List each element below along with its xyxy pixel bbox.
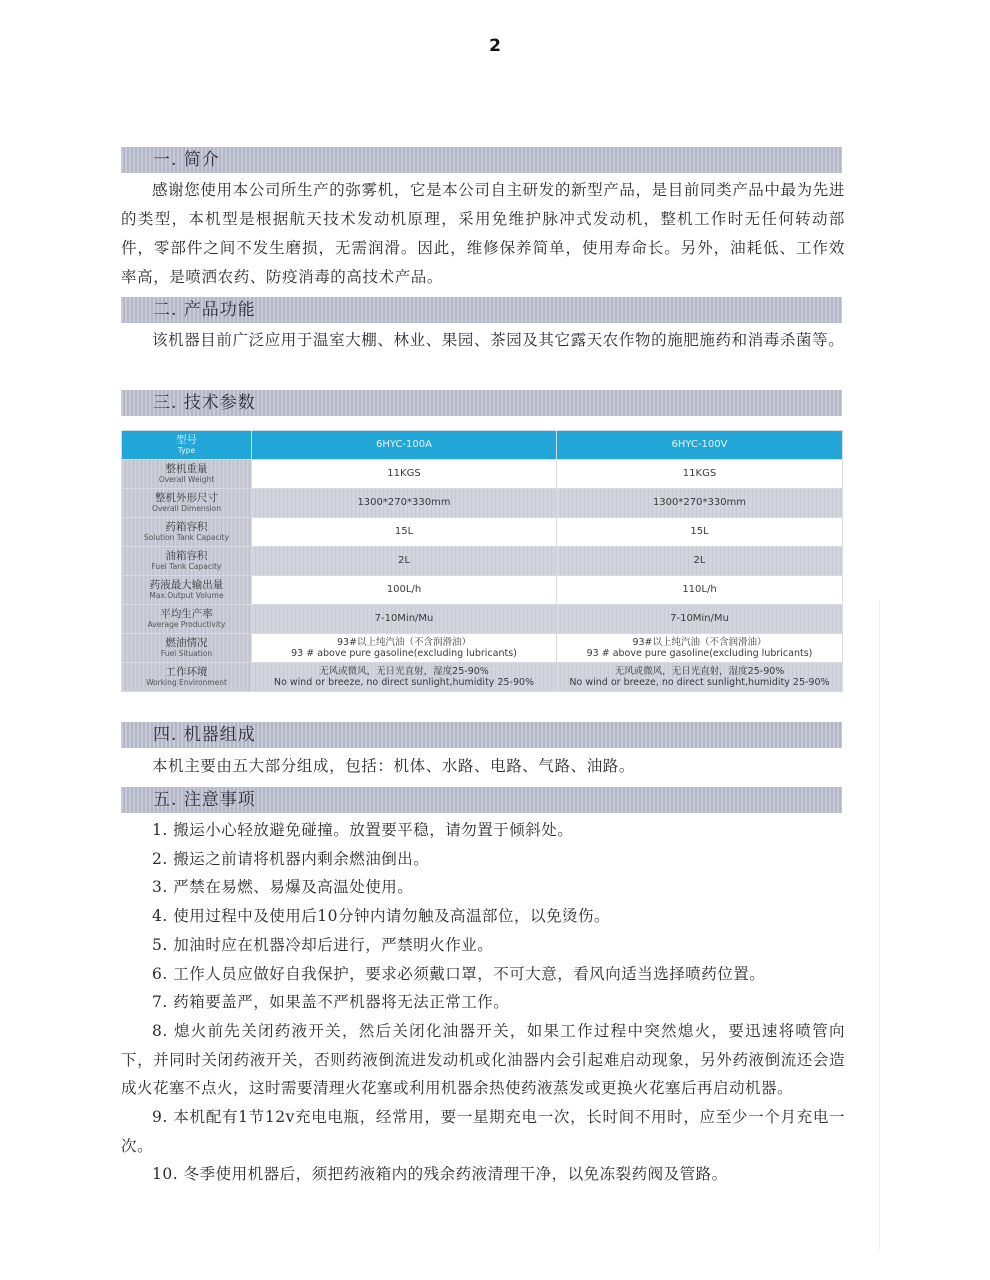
spec-label-zh: 型号: [176, 434, 197, 446]
spec-value-b: 1300*270*330mm: [557, 489, 843, 518]
spec-label-zh: 工作环境: [165, 666, 208, 678]
note-item: 2. 搬运之前请将机器内剩余燃油倒出。: [152, 849, 430, 868]
spec-value-b: [557, 634, 843, 663]
spec-label-zh: 整机外形尺寸: [155, 492, 218, 504]
spec-header-row: [122, 431, 843, 460]
spec-label: [122, 605, 252, 634]
spec-row-fuel: [122, 634, 843, 663]
spec-value-a-en: 93 # above pure gasoline(excluding lubricants): [291, 648, 517, 659]
spec-row-dimension: [122, 489, 843, 518]
spec-value-a: 7-10Min/Mu: [252, 605, 557, 634]
note-item: 7. 药箱要盖严，如果盖不严机器将无法正常工作。: [152, 993, 510, 1012]
note-item: 8. 熄火前先关闭药液开关，然后关闭化油器开关，如果工作过程中突然熄火，要迅速将喷管向下，并同时关闭药液开关，否则药液倒流进发动机或化油器内会引起难启动现象，另外药液倒流还会造成火花塞不点火，这时需要清理火花塞或利用机器余热使药液蒸发或更换火花塞后再启动机器。: [121, 1021, 845, 1098]
spec-label-zh: 油箱容积: [165, 550, 208, 562]
spec-value-b-en: 93 # above pure gasoline(excluding lubricants): [586, 648, 813, 659]
spec-value-a-zh: 无风或微风，无日光直射，湿度25-90%: [319, 666, 489, 677]
spec-value-b: 2L: [557, 547, 843, 576]
spec-row-productivity: [122, 605, 843, 634]
note-item: 6. 工作人员应做好自我保护，要求必须戴口罩，不可大意，看风向适当选择喷药位置。: [152, 964, 766, 983]
spec-row-fuel-tank: [122, 547, 843, 576]
spec-label-zh: 药液最大输出量: [149, 579, 224, 591]
spec-label-en: Max.Output Volume: [149, 591, 224, 600]
spec-table: [121, 430, 843, 692]
spec-model-a: 6HYC-100A: [252, 431, 557, 460]
section-heading-composition: 四. 机器组成: [121, 722, 842, 748]
spec-label: [122, 431, 252, 460]
spec-label-zh: 平均生产率: [160, 608, 213, 620]
spec-value-b-en: No wind or breeze, no direct sunlight,humidity 25-90%: [569, 677, 830, 688]
spec-label: [122, 460, 252, 489]
intro-paragraph: 感谢您使用本公司所生产的弥雾机，它是本公司自主研发的新型产品，是目前同类产品中最为先进的类型，本机型是根据航天技术发动机原理，采用免维护脉冲式发动机，整机工作时无任何转动部件，零部件之间不发生磨损，无需润滑。因此，维修保养简单，使用寿命长。另外，油耗低、工作效率高，是喷洒农药、防疫消毒的高技术产品。: [121, 181, 845, 286]
spec-value-b: 15L: [557, 518, 843, 547]
spec-label-en: Fuel Tank Capacity: [151, 562, 222, 571]
spec-row-weight: [122, 460, 843, 489]
section-heading-params: 三. 技术参数: [121, 390, 842, 416]
section-heading-notes: 五. 注意事项: [121, 787, 842, 813]
note-item: 10. 冬季使用机器后，须把药液箱内的残余药液清理干净，以免冻裂药阀及管路。: [152, 1165, 728, 1184]
spec-label: [122, 547, 252, 576]
spec-value-b: [557, 663, 843, 692]
spec-label-zh: 整机重量: [165, 463, 208, 475]
note-item: 1. 搬运小心轻放避免碰撞。放置要平稳，请勿置于倾斜处。: [152, 821, 574, 839]
spec-value-a: 15L: [252, 518, 557, 547]
spec-row-environment: [122, 663, 843, 692]
spec-label: [122, 663, 252, 692]
spec-value-a-en: No wind or breeze, no direct sunlight,humidity 25-90%: [273, 677, 535, 688]
spec-label: [122, 518, 252, 547]
spec-value-a: [252, 634, 557, 663]
spec-value-a: 100L/h: [252, 576, 557, 605]
spec-value-b-zh: 93#以上纯汽油（不含润滑油）: [632, 637, 767, 648]
spec-label-zh: 药箱容积: [165, 521, 208, 533]
note-item: 5. 加油时应在机器冷却后进行，严禁明火作业。: [152, 935, 494, 954]
notes-list: [121, 816, 845, 1189]
spec-label-en: Average Productivity: [147, 620, 226, 629]
spec-value-b-zh: 无风或微风，无日光直射，湿度25-90%: [614, 666, 785, 677]
spec-model-b: 6HYC-100V: [557, 431, 843, 460]
scan-edge-line: [879, 600, 880, 1250]
spec-label: [122, 576, 252, 605]
spec-value-b: 11KGS: [557, 460, 843, 489]
spec-label: [122, 489, 252, 518]
spec-value-a: [252, 663, 557, 692]
spec-value-b: 7-10Min/Mu: [557, 605, 843, 634]
spec-value-a: 2L: [252, 547, 557, 576]
note-item: 9. 本机配有1节12v充电电瓶，经常用，要一星期充电一次，长时间不用时，应至少一个月充电一次。: [121, 1108, 845, 1155]
composition-paragraph: 本机主要由五大部分组成，包括：机体、水路、电路、气路、油路。: [152, 757, 636, 775]
section-heading-function: 二. 产品功能: [121, 297, 842, 323]
spec-label-en: Working Environment: [146, 678, 227, 687]
spec-label-zh: 燃油情况: [165, 637, 208, 649]
spec-label-en: Type: [177, 446, 196, 455]
spec-value-b: 110L/h: [557, 576, 843, 605]
spec-row-solution-tank: [122, 518, 843, 547]
spec-label-en: Fuel Situation: [160, 649, 213, 658]
note-item: 3. 严禁在易燃、易爆及高温处使用。: [152, 878, 414, 897]
page-number: 2: [489, 36, 501, 56]
spec-value-a-zh: 93#以上纯汽油（不含润滑油）: [336, 637, 472, 648]
spec-value-a: 1300*270*330mm: [252, 489, 557, 518]
spec-label-en: Solution Tank Capacity: [143, 533, 230, 542]
spec-row-output: [122, 576, 843, 605]
spec-label-en: Overall Dimension: [151, 504, 222, 513]
function-paragraph: 该机器目前广泛应用于温室大棚、林业、果园、茶园及其它露天农作物的施肥施药和消毒杀菌等。: [152, 331, 845, 349]
spec-label-en: Overall Weight: [158, 475, 215, 484]
spec-value-a: 11KGS: [252, 460, 557, 489]
section-heading-intro: 一. 简介: [121, 147, 842, 173]
spec-label: [122, 634, 252, 663]
note-item: 4. 使用过程中及使用后10分钟内请勿触及高温部位，以免烫伤。: [152, 907, 610, 926]
